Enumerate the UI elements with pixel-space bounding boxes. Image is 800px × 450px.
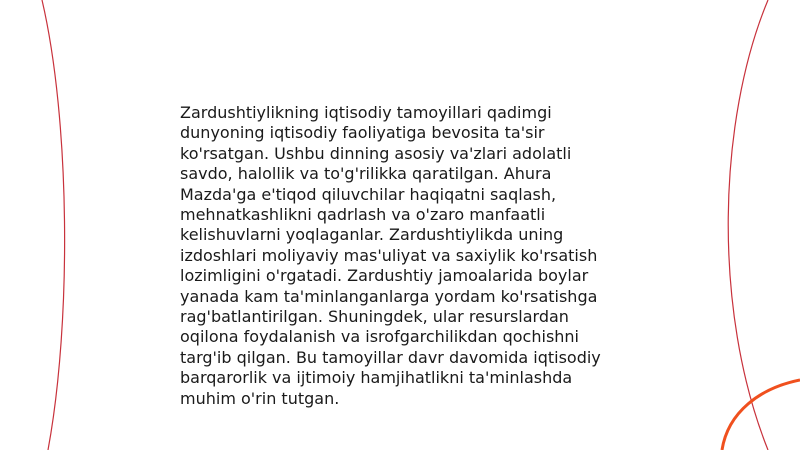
left-thin-arc bbox=[42, 0, 65, 450]
body-paragraph: Zardushtiylikning iqtisodiy tamoyillari qadimgi dunyoning iqtisodiy faoliyatiga bevosita ta'sir ko'rsatgan. Ushbu dinning asosiy va'zlari adolatli savdo, halollik va to'g'rilikka qaratilgan. Ahura Mazda'ga e'tiqod qiluvchilar haqiqatni saqlash, mehnatkashlikni qadrlash va o'zaro manfaatli kelishuvlarni yoqlaganlar. Zardushtiylikda uning izdoshlari moliyaviy mas'uliyat va saxiylik ko'rsatish lozimligini o'rgatadi. Zardushtiy jamoalarida boylar yanada kam ta'minlanganlarga yordam ko'rsatishga rag'batlantirilgan. Shuningdek, ular resurslardan oqilona foydalanish va isrofgarchilikdan qochishni targ'ib qilgan. Bu tamoyillar davr davomida iqtisodiy barqarorlik va ijtimoiy hamjihatlikni ta'minlashda muhim o'rin tutgan. bbox=[180, 103, 601, 408]
right-orange-arc bbox=[722, 380, 800, 450]
right-thin-arc bbox=[728, 0, 768, 450]
